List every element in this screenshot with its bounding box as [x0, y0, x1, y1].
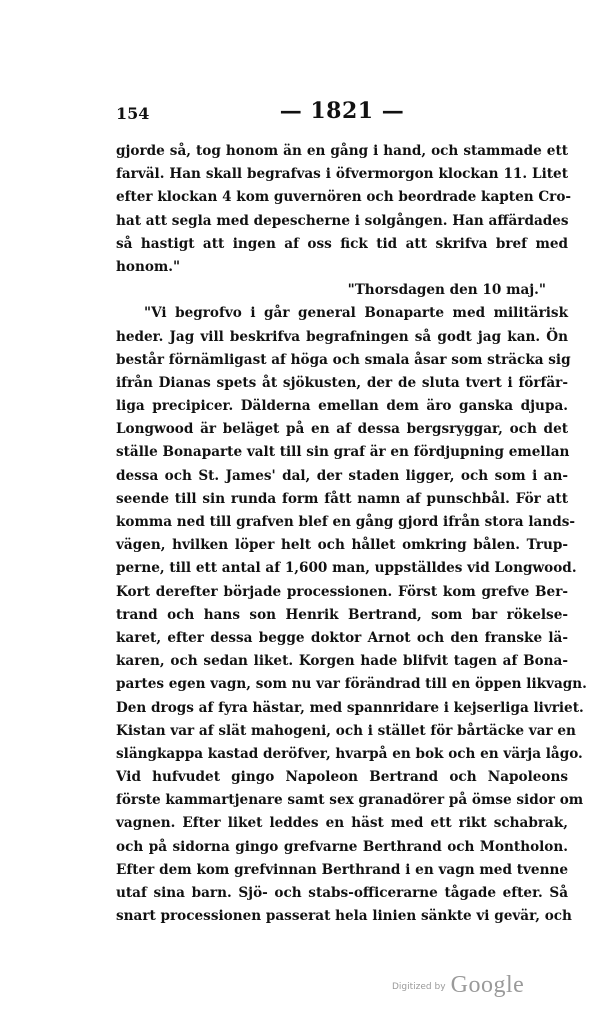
text-line: Den drogs af fyra hästar, med spannridare i kejserliga livriet.: [116, 699, 584, 716]
page-header: [116, 96, 568, 130]
text-line: förste kammartjenare samt sex granadörer på ömse sidor om: [116, 792, 584, 809]
body-text: [116, 140, 587, 928]
text-line: seende till sin runda form fått namn af punschbål. För att: [116, 490, 568, 507]
text-line: dessa och St. James' dal, der staden ligger, och som i an-: [116, 467, 568, 484]
text-line: efter klockan 4 kom guvernören och beordrade kapten Cro-: [116, 189, 572, 206]
text-line: Vid hufvudet gingo Napoleon Bertrand och Napoleons: [116, 769, 568, 786]
text-line: farväl. Han skall begrafvas i öfvermorgon klockan 11. Litet: [116, 166, 568, 183]
text-line: "Vi begrofvo i går general Bonaparte med militärisk: [144, 305, 568, 322]
running-head-year: — 1821 —: [279, 98, 405, 124]
text-line: honom.": [116, 258, 181, 275]
text-line: liga precipicer. Dälderna emellan dem äro ganska djupa.: [116, 398, 568, 415]
text-line: hat att segla med depescherne i solgången. Han affärdades: [116, 212, 569, 229]
text-line: karen, och sedan liket. Korgen hade blifvit tagen af Bona-: [116, 653, 568, 670]
text-line: perne, till ett antal af 1,600 man, uppställdes vid Longwood.: [116, 560, 577, 577]
text-line: komma ned till grafven blef en gång gjord ifrån stora lands-: [116, 514, 575, 530]
dateline: "Thorsdagen den 10 maj.": [347, 282, 546, 299]
text-line: slängkappa kastad deröfver, hvarpå en bok och en värja lågo.: [116, 745, 583, 762]
text-line: så hastigt att ingen af oss fick tid att skrifva bref med: [116, 235, 568, 252]
text-line: ifrån Dianas spets åt sjökusten, der de sluta tvert i förfär-: [116, 374, 568, 391]
text-line: består förnämligast af höga och smala åsar som sträcka sig: [116, 351, 571, 368]
google-logo: Google: [450, 972, 525, 998]
text-line: Efter dem kom grefvinnan Berthrand i en vagn med tvenne: [116, 861, 568, 878]
text-line: heder. Jag vill beskrifva begrafningen så godt jag kan. Ön: [116, 328, 568, 345]
text-line: vägen, hvilken löper helt och hållet omkring bålen. Trup-: [116, 537, 568, 554]
text-line: vagnen. Efter liket leddes en häst med ett rikt schabrak,: [116, 815, 568, 832]
text-line: Longwood är beläget på en af dessa bergsryggar, och det: [116, 421, 568, 438]
text-line: snart processionen passerat hela linien sänkte vi gevär, och: [116, 908, 572, 925]
text-line: Kistan var af slät mahogeni, och i stället för bårtäcke var en: [116, 722, 576, 739]
text-line: Kort derefter började processionen. Först kom grefve Ber-: [116, 583, 568, 600]
digitized-watermark: [392, 972, 524, 999]
text-line: ställe Bonaparte valt till sin graf är en fördjupning emellan: [116, 444, 570, 461]
page-number: 154: [116, 104, 150, 123]
text-line: utaf sina barn. Sjö- och stabs-officerarne tågade efter. Så: [116, 885, 568, 901]
text-line: gjorde så, tog honom än en gång i hand, och stammade ett: [116, 143, 568, 159]
text-line: och på sidorna gingo grefvarne Berthrand och Montholon.: [116, 838, 568, 855]
text-line: partes egen vagn, som nu var förändrad till en öppen likvagn.: [116, 676, 587, 693]
text-line: karet, efter dessa begge doktor Arnot och den franske lä-: [116, 629, 568, 646]
watermark-prefix: Digitized by: [392, 982, 446, 992]
text-line: trand och hans son Henrik Bertrand, som bar rökelse-: [116, 606, 568, 623]
